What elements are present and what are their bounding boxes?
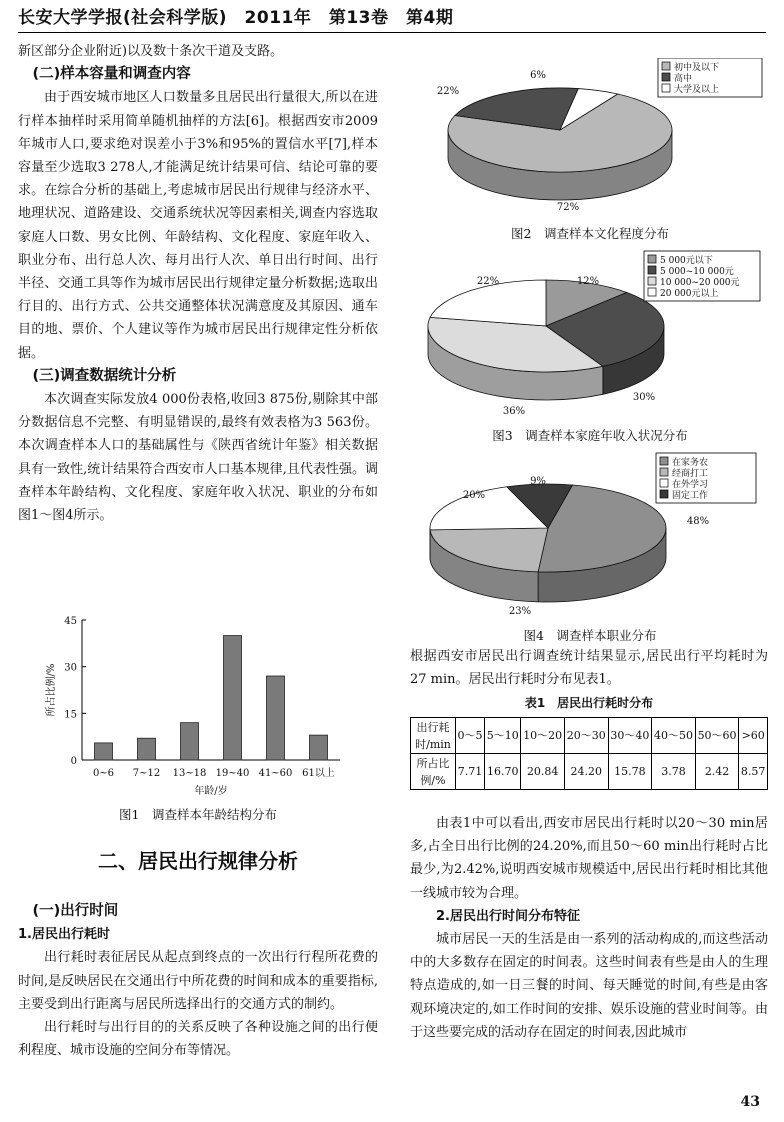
fig3-legend-label: 20 000元以上 bbox=[660, 289, 719, 299]
fig1-x-axis-label: 年龄/岁 bbox=[194, 786, 228, 797]
fig2-legend-label: 高中 bbox=[674, 74, 693, 84]
fig4-legend-swatch bbox=[660, 468, 668, 476]
fig2-caption: 图2 调查样本文化程度分布 bbox=[511, 226, 669, 241]
fig3-plot bbox=[428, 251, 760, 417]
fig2-pie-chart bbox=[410, 58, 770, 218]
fig2-plot bbox=[437, 58, 762, 213]
fig1-y-axis-label: 所占比例/% bbox=[46, 663, 57, 717]
fig4-pie-chart bbox=[410, 452, 770, 620]
fig1-bar bbox=[181, 723, 199, 760]
fig1-bar bbox=[224, 636, 242, 760]
paragraph: 由表1中可以看出,西安市居民出行耗时以20～30 min居多,占全日出行比例的24.20%,而且50～60 min出行耗时占比最少,为2.42%,说明西安城市规模适中,居民出行耗时相比其他一线城市较为合理。 bbox=[410, 816, 768, 901]
fig4-plot bbox=[430, 453, 756, 617]
fig1-x-tick-label: 41~60 bbox=[258, 768, 293, 779]
fig3-legend-swatch bbox=[648, 288, 656, 296]
fig1-caption: 图1 调查样本年龄结构分布 bbox=[119, 807, 277, 822]
fig3-legend-label: 10 000~20 000元 bbox=[660, 278, 740, 288]
table-cell: 20.84 bbox=[521, 754, 565, 790]
fig2-legend-label: 大学及以上 bbox=[674, 85, 720, 95]
table-1 bbox=[410, 717, 768, 790]
paragraph: 新区部分企业附近)以及数十条次干道及支路。 bbox=[18, 44, 284, 59]
table-cell: 15.78 bbox=[608, 754, 652, 790]
paragraph: 城市居民一天的生活是由一系列的活动构成的,而这些活动中的大多数存在固定的时间表。这些时间表有些是由人的生理特点造成的,如一日三餐的时间、每天睡觉的时间,有些是由客观环境决定的,如工作时间的安排、娱乐设施的营业时间等。由于这些要完成的活动存在固定的时间表,因此城市 bbox=[410, 932, 768, 1040]
fig1-bar bbox=[138, 738, 156, 760]
table-header-cell: 5～10 bbox=[485, 718, 521, 754]
fig4-caption: 图4 调查样本职业分布 bbox=[523, 628, 657, 643]
fig2-data-label: 6% bbox=[530, 70, 546, 81]
left-column-bottom bbox=[18, 900, 378, 1062]
left-column-top bbox=[18, 40, 378, 527]
table-title: 表1 居民出行耗时分布 bbox=[524, 696, 654, 710]
fig2-data-label: 72% bbox=[556, 202, 580, 213]
table-header-cell: 30～40 bbox=[608, 718, 652, 754]
fig1-x-tick-label: 13~18 bbox=[172, 768, 207, 779]
fig4-legend-swatch bbox=[660, 479, 668, 487]
fig1-x-tick-label: 7~12 bbox=[132, 768, 161, 779]
table-row bbox=[411, 754, 768, 790]
table-header-cell: 10～20 bbox=[521, 718, 565, 754]
page-number: 43 bbox=[740, 1094, 760, 1110]
table-header-cell: >60 bbox=[739, 718, 768, 754]
subsection-heading: (三)调查数据统计分析 bbox=[32, 367, 177, 384]
table-row-label: 所占比例/% bbox=[411, 754, 456, 790]
fig4-data-label: 48% bbox=[686, 516, 710, 527]
fig1-bar bbox=[267, 676, 285, 760]
fig4-legend-label: 经商打工 bbox=[672, 469, 709, 479]
fig2-legend-swatch bbox=[662, 84, 670, 92]
fig3-data-label: 36% bbox=[502, 406, 526, 417]
fig1-x-tick-label: 19~40 bbox=[215, 768, 250, 779]
subsubsection-heading: 2.居民出行时间分布特征 bbox=[436, 908, 580, 924]
fig2-data-label: 22% bbox=[436, 86, 460, 97]
fig4-legend-label: 在外学习 bbox=[672, 480, 709, 490]
fig4-data-label: 23% bbox=[508, 606, 532, 617]
journal-header: 长安大学学报(社会科学版) 2011年 第13卷 第4期 bbox=[18, 6, 766, 33]
fig4-legend-label: 固定工作 bbox=[672, 491, 709, 501]
subsubsection-heading: 1.居民出行耗时 bbox=[18, 927, 110, 943]
table-cell: 3.78 bbox=[652, 754, 696, 790]
paragraph: 出行耗时与出行目的的关系反映了各种设施之间的出行便利程度、城市设施的空间分布等情况。 bbox=[18, 1020, 378, 1059]
fig1-bar-chart bbox=[40, 612, 370, 802]
paragraph: 根据西安市居民出行调查统计结果显示,居民出行平均耗时为27 min。居民出行耗时分布见表1。 bbox=[410, 649, 768, 688]
fig1-y-tick-label: 45 bbox=[64, 616, 77, 627]
fig4-data-label: 20% bbox=[462, 490, 486, 501]
fig1-y-tick-label: 0 bbox=[70, 756, 77, 767]
table-cell: 24.20 bbox=[564, 754, 608, 790]
fig3-data-label: 12% bbox=[576, 276, 600, 287]
fig3-legend-label: 5 000~10 000元 bbox=[660, 267, 734, 277]
fig1-plot bbox=[44, 616, 340, 797]
fig3-pie-chart bbox=[410, 250, 770, 420]
fig3-legend-swatch bbox=[648, 277, 656, 285]
fig2-legend-label: 初中及以下 bbox=[674, 63, 720, 73]
table-header-cell: 0～5 bbox=[456, 718, 485, 754]
fig2-legend-swatch bbox=[662, 73, 670, 81]
table-cell: 7.71 bbox=[456, 754, 485, 790]
table-cell: 16.70 bbox=[485, 754, 521, 790]
fig4-legend-swatch bbox=[660, 457, 668, 465]
right-text-2 bbox=[410, 812, 768, 1044]
paragraph: 由于西安城市地区人口数量多且居民出行量很大,所以在进行样本抽样时采用简单随机抽样的方法[6]。根据西安市2009年城市人口,要求绝对误差小于3%和95%的置信水平[7],样本容量至少选取3 278人,才能满足统计结果可信、结论可靠的要求。在综合分析的基础上,考虑城市居民出行规律与经济水平、地理状况、道路建设、交通系统状况等因素相关,调查内容选取家庭人口数、男女比例、年龄结构、文化程度、家庭年收入、职业分布、出行总人次、每月出行人次、单日出行时间、出行半径、交通工具等作为城市居民出行规律定量分析数据;选取出行目的、出行方式、公共交通整体状况满意度及其原因、通车目的地、票价、个人建议等作为城市居民出行规律定性分析依据。 bbox=[18, 90, 378, 361]
table-header-label: 出行耗时/min bbox=[411, 718, 456, 754]
subsection-heading: (一)出行时间 bbox=[32, 903, 119, 919]
fig1-x-tick-label: 61以上 bbox=[302, 768, 335, 779]
paragraph: 出行耗时表征居民从起点到终点的一次出行行程所花费的时间,是反映居民在交通出行中所花费的时间和成本的重要指标,主要受到出行距离与居民所选择出行的交通方式的制约。 bbox=[18, 950, 378, 1012]
fig1-y-tick-label: 30 bbox=[64, 662, 77, 674]
table-cell: 2.42 bbox=[695, 754, 739, 790]
fig4-data-label: 9% bbox=[530, 476, 546, 487]
fig3-legend-label: 5 000元以下 bbox=[660, 256, 713, 266]
fig1-bar bbox=[310, 735, 328, 760]
fig3-data-label: 30% bbox=[632, 392, 656, 403]
fig4-legend-label: 在家务农 bbox=[672, 458, 709, 468]
fig3-caption: 图3 调查样本家庭年收入状况分布 bbox=[492, 428, 688, 443]
subsection-heading: (二)样本容量和调查内容 bbox=[32, 66, 191, 83]
section-title: 二、居民出行规律分析 bbox=[98, 849, 298, 873]
fig2-legend-swatch bbox=[662, 62, 670, 70]
table-header-cell: 20～30 bbox=[564, 718, 608, 754]
table-header-cell: 50～60 bbox=[695, 718, 739, 754]
fig1-x-tick-label: 0~6 bbox=[92, 768, 115, 779]
fig1-bar bbox=[95, 743, 113, 760]
fig4-legend-swatch bbox=[660, 490, 668, 498]
table-header-cell: 40～50 bbox=[652, 718, 696, 754]
fig3-data-label: 22% bbox=[476, 276, 500, 287]
right-text-1 bbox=[410, 645, 768, 691]
fig3-legend-swatch bbox=[648, 266, 656, 274]
paragraph: 本次调查实际发放4 000份表格,收回3 875份,剔除其中部分数据信息不完整、有明显错误的,最终有效表格为3 563份。本次调查样本人口的基础属性与《陕西省统计年鉴》相关数据具有一致性,统计结果符合西安市人口基本规律,且代表性强。调查样本年龄结构、文化程度、家庭年收入状况、职业的分布如图1～图4所示。 bbox=[18, 392, 378, 524]
fig1-y-tick-label: 15 bbox=[64, 709, 77, 721]
table-header-row bbox=[411, 718, 768, 754]
table-cell: 8.57 bbox=[739, 754, 768, 790]
fig3-legend-swatch bbox=[648, 255, 656, 263]
